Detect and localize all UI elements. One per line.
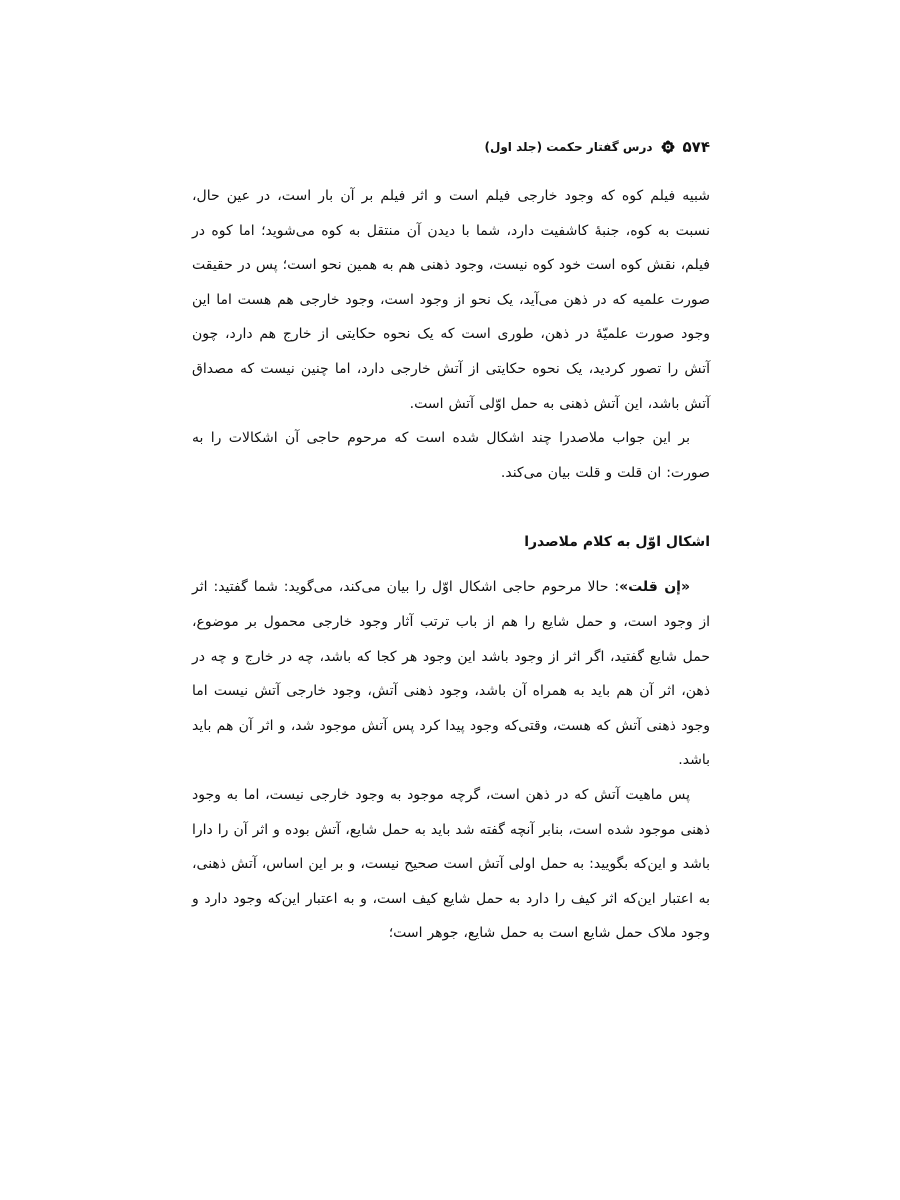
paragraph: پس ماهیت آتش که در ذهن است، گرچه موجود به وجود خارجی نیست، اما به وجود ذهنی موجود شده است، بنابر آنچه گفته شد باید به حمل شایع، آتش بوده و اثر آن را دارا باشد و این‌که بگویید: به حمل اولی آتش است صحیح نیست، و بر این اساس، آتش ذهنی، به اعتبار این‌که اثر کیف را دارد به حمل شایع کیف است، و به اعتبار این‌که وجود دارد و وجود ملاک حمل شایع است به حمل شایع، جوهر است؛ [192, 786, 710, 942]
flower-ornament-icon [661, 140, 675, 154]
running-header [192, 130, 710, 164]
section-heading: اشکال اوّل به کلام ملاصدرا [524, 534, 710, 551]
page-number: ۵۷۴ [682, 138, 710, 156]
paragraph-text: : حالا مرحوم حاجی اشکال اوّل را بیان می‌کند، می‌گوید: شما گفتید: اثر از وجود است، و حمل شایع را هم از باب ترتب آثار وجود خارجی محمول بر موضوع، حمل شایع گفتید، اگر اثر از وجود باشد این وجود هر کجا که باشد، چه در خارج و چه در ذهن، اثر آن هم باید به همراه آن باشد، وجود ذهنی آتش، وجود خارجی آتش نیست اما وجود ذهنی آتش که هست، وقتی‌که وجود پیدا کرد پس آتش موجود شد، و اثر آن هم باید باشد. [192, 579, 710, 769]
paragraph: بر این جواب ملاصدرا چند اشکال شده است که مرحوم حاجی آن اشکالات را به صورت: ان قلت و قلت بیان می‌کند. [192, 430, 710, 481]
book-page [192, 130, 710, 951]
paragraph [192, 570, 710, 778]
paragraph: شبیه فیلم کوه که وجود خارجی فیلم است و اثر فیلم بر آن بار است، در عین حال، نسبت به کوه، جنبهٔ کاشفیت دارد، شما با دیدن آن منتقل به کوه می‌شوید؛ اما کوه در فیلم، نقش کوه است خود کوه نیست، وجود ذهنی هم به همین نحو است؛ پس در حقیقت صورت علمیه که در ذهن می‌آید، یک نحو از وجود است، وجود خارجی هم هست اما این وجود صورت علمیّهٔ در ذهن، طوری است که یک نحوه حکایتی از خارج هم دارد، چون آتش را تصور کردید، یک نحوه حکایتی از آتش خارجی دارد، اما چنین نیست که مصداق آتش باشد، این آتش ذهنی به حمل اوّلی آتش است. [192, 188, 710, 412]
lead-phrase: «إن قلت» [619, 579, 690, 596]
body-text [192, 179, 710, 951]
running-title: درس گفتار حکمت (جلد اول) [484, 140, 653, 154]
